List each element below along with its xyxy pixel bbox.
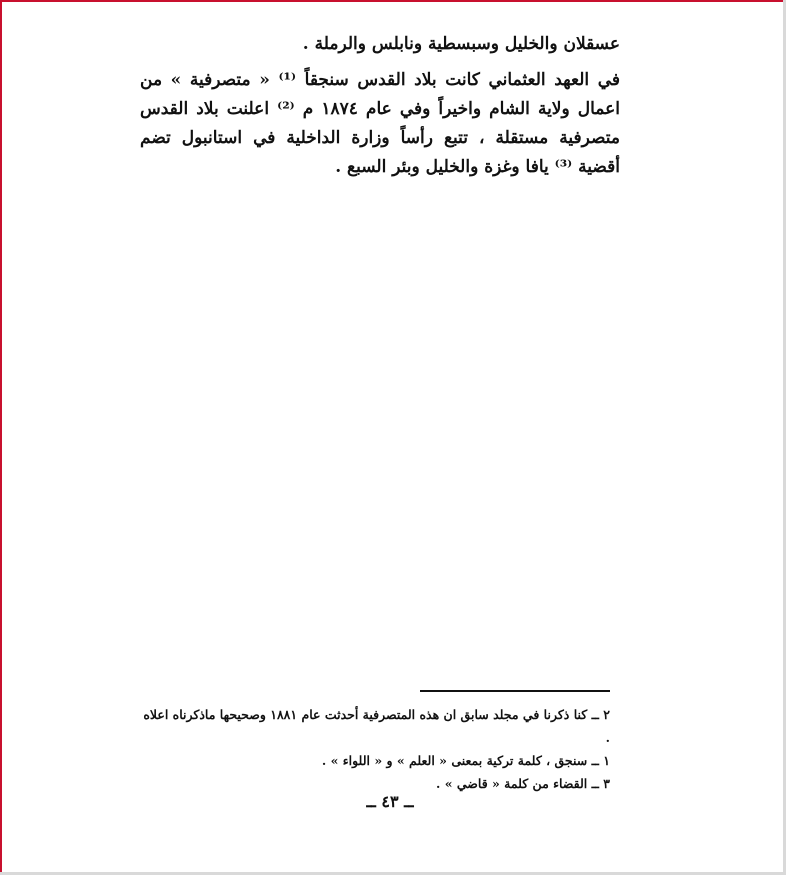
footnote-2: ٢ ــ كنا ذكرنا في مجلد سابق ان هذه المتصرفية أحدثت عام ١٨٨١ وصحيحها ماذكرناه اعلاه . <box>143 707 610 745</box>
footnotes <box>140 703 610 795</box>
opening-line: عسقلان والخليل وسبسطية ونابلس والرملة . <box>302 34 620 54</box>
page-number: ــ ٤٣ ــ <box>366 792 414 811</box>
footnote-3: ٣ ــ القضاء من كلمة « قاضي » . <box>435 776 610 791</box>
footnote-1: ١ ــ سنجق ، كلمة تركية بمعنى « العلم » و « اللواء » . <box>321 753 610 768</box>
main-paragraph: في العهد العثماني كانت بلاد القدس سنجقاً ⁽¹⁾ « متصرفية » من اعمال ولاية الشام واخيراً وفي عام ١٨٧٤ م ⁽²⁾ اعلنت بلاد القدس متصرفية مستقلة ، تتبع رأساً وزارة الداخلية في استانبول تضم أقضية ⁽³⁾ يافا وغزة والخليل وبئر السبع . <box>140 70 621 177</box>
footnote-separator <box>420 690 610 692</box>
